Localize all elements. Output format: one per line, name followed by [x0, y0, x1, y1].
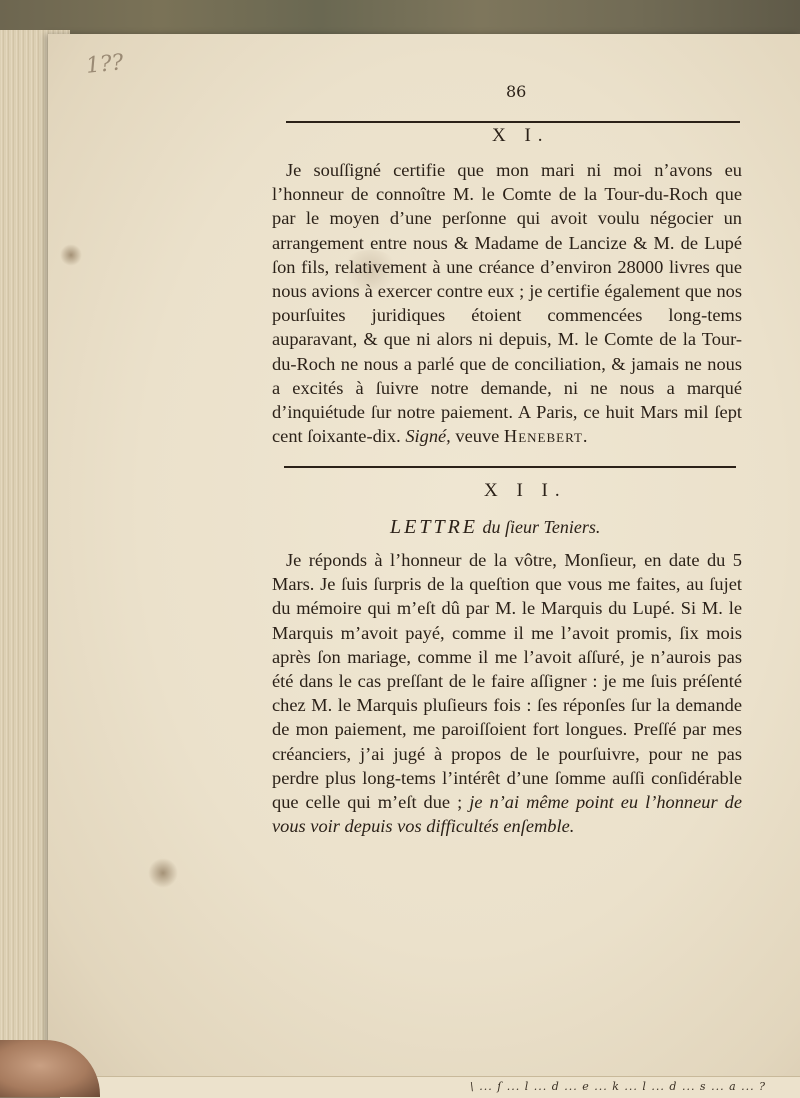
foxing-stain — [60, 244, 82, 266]
section-11-heading: X I. — [492, 125, 550, 146]
section-12-paragraph — [272, 548, 742, 838]
section-separator-rule — [284, 466, 736, 468]
letter-title — [390, 516, 600, 539]
letter-title-main: LETTRE — [390, 516, 479, 538]
signature-name: Henebert. — [503, 426, 589, 447]
margin-handwritten-note: 1?? — [84, 50, 125, 79]
section-12-heading: X I I. — [484, 480, 567, 501]
section-12-body — [272, 548, 742, 838]
bottom-handwriting: \ ... ſ ... l ... d ... e ... k ... l ... d ... s ... a ... ? — [470, 1080, 767, 1093]
signed-label: Signé, — [405, 426, 451, 447]
section-11-paragraph — [272, 158, 742, 448]
section-12-italic-text: je n’ai même point eu l’honneur de vous voir depuis vos difficultés enſemble. — [272, 792, 742, 837]
section-11-body — [272, 158, 742, 448]
signature-prefix: veuve — [455, 426, 500, 447]
page-number: 86 — [506, 82, 527, 101]
foxing-stain — [148, 858, 178, 888]
header-rule — [286, 121, 740, 123]
section-12-text: Je réponds à l’honneur de la vôtre, Monſieur, en date du 5 Mars. Je ſuis ſurpris de la queſtion que vous me faites, au ſujet du mémoire qui m’eſt dû par M. le Marquis du Lupé. Si M. le Marquis m’avoit payé, comme il me l’avoit promis, ſix mois après ſon mariage, comme il me l’avoit aſſuré, je n’aurois pas été dans le cas preſſant de le faire aſſigner : je me ſuis préſenté chez M. le Marquis pluſieurs fois : ſes réponſes ſur la demande de mon paiement, me paroiſſoient fort longues. Preſſé par mes créanciers, j’ai jugé à propos de le pourſuivre, pour ne pas perdre plus long-tems l’intérêt d’une ſomme auſſi conſidérable que celle qui m’eſt due ; — [272, 550, 742, 813]
letter-title-rest: du ſieur Teniers. — [482, 517, 601, 537]
section-11-text: Je souſſigné certifie que mon mari ni moi n’avons eu l’honneur de connoître M. le Comte de la Tour-du-Roch que par le moyen d’une perſonne qui avoit voulu négocier un arrangement entre nous & Madame de Lancize & M. de Lupé ſon fils, relativement à une créance d’environ 28000 livres que nous avions à exercer contre eux ; je certifie également que nos pourſuites juridiques étoient commencées long-tems auparavant, & que ni alors ni depuis, M. le Comte de la Tour-du-Roch ne nous a parlé que de conciliation, & jamais ne nous a excités à ſuivre notre demande, ni ne nous a marqué d’inquiétude ſur notre paiement. A Paris, ce huit Mars mil ſept cent ſoixante-dix. — [272, 160, 742, 447]
